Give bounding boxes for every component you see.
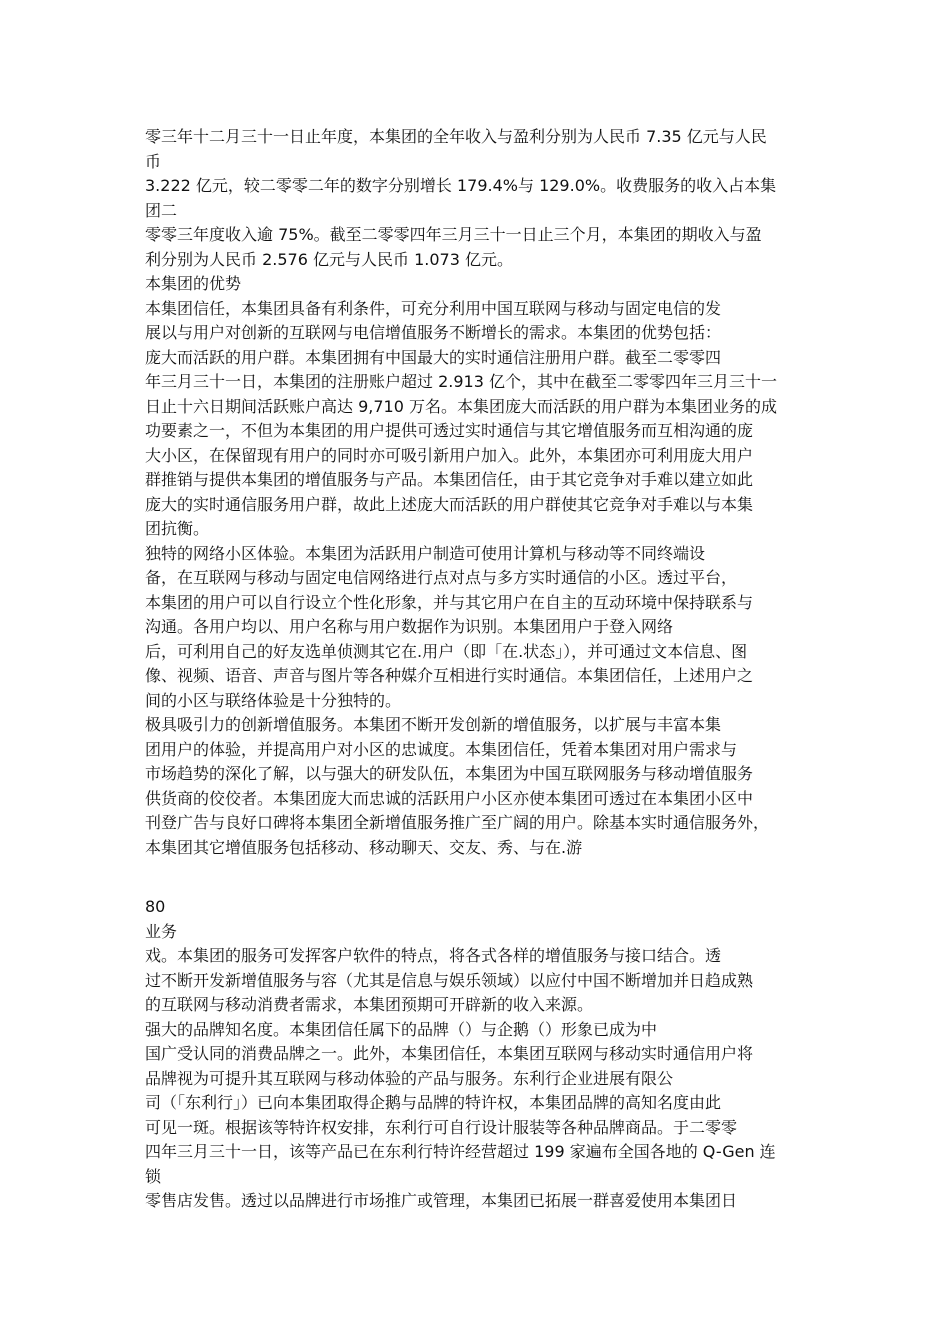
text-line: 年三月三十一日，本集团的注册账户超过 2.913 亿个，其中在截至二零零四年三月三十一	[145, 372, 777, 391]
text-line: 强大的品牌知名度。本集团信任属下的品牌（）与企鹅（）形象已成为中	[145, 1019, 658, 1039]
text-line: 币	[145, 151, 162, 171]
text-line: 本集团其它增值服务包括移动、移动聊天、交友、秀、与在.游	[145, 837, 583, 857]
text-line: 团抗衡。	[145, 519, 210, 538]
text-line: 零售店发售。透过以品牌进行市场推广或管理，本集团已拓展一群喜爱使用本集团日	[145, 1191, 738, 1210]
text-line: 本集团的用户可以自行设立个性化形象，并与其它用户在自主的互动环境中保持联系与	[145, 592, 754, 612]
text-line: 独特的网络小区体验。本集团为活跃用户制造可使用计算机与移动等不同终端设	[145, 543, 706, 563]
text-line: 四年三月三十一日，该等产品已在东利行特许经营超过 199 家遍布全国各地的 Q-Gen 连	[145, 1142, 776, 1161]
text-line: 过不断开发新增值服务与容（尤其是信息与娱乐领域）以应付中国不断增加并日趋成熟	[145, 970, 754, 990]
text-line: 本集团的优势	[145, 274, 242, 293]
text-line: 沟通。各用户均以、用户名称与用户数据作为识别。本集团用户于登入网络	[145, 617, 674, 636]
text-line: 3.222 亿元，较二零零二年的数字分别增长 179.4%与 129.0%。收费服务的收入占本集	[145, 176, 777, 195]
text-line: 零零三年度收入逾 75%。截至二零零四年三月三十一日止三个月，本集团的期收入与盈	[145, 225, 762, 244]
text-line: 庞大而活跃的用户群。本集团拥有中国最大的实时通信注册用户群。截至二零零四	[145, 347, 722, 367]
text-line: 本集团信任，本集团具备有利条件，可充分利用中国互联网与移动与固定电信的发	[145, 298, 722, 318]
text-line: 国广受认同的消费品牌之一。此外，本集团信任，本集团互联网与移动实时通信用户将	[145, 1044, 754, 1063]
text-line: 市场趋势的深化了解，以与强大的研发队伍，本集团为中国互联网服务与移动增值服务	[145, 764, 754, 783]
text-line: 利分别为人民币 2.576 亿元与人民币 1.073 亿元。	[145, 249, 513, 269]
text-line: 的互联网与移动消费者需求，本集团预期可开辟新的收入来源。	[145, 995, 594, 1014]
text-line: 后，可利用自己的好友选单侦测其它在.用户（即「在.状态」），并可通过文本信息、图	[145, 641, 748, 661]
text-line: 备，在互联网与移动与固定电信网络进行点对点与多方实时通信的小区。透过平台，	[145, 568, 738, 587]
text-line: 功要素之一，不但为本集团的用户提供可透过实时通信与其它增值服务而互相沟通的庞	[145, 421, 754, 440]
text-line: 刊登广告与良好口碑将本集团全新增值服务推广至广阔的用户。除基本实时通信服务外，	[145, 813, 770, 832]
text-line: 团二	[145, 200, 178, 220]
text-line: 极具吸引力的创新增值服务。本集团不断开发创新的增值服务，以扩展与丰富本集	[145, 715, 722, 734]
text-line: 零三年十二月三十一日止年度，本集团的全年收入与盈利分别为人民币 7.35 亿元与人民	[145, 127, 767, 146]
text-line: 品牌视为可提升其互联网与移动体验的产品与服务。东利行企业进展有限公	[145, 1068, 674, 1088]
text-line: 锁	[145, 1166, 162, 1186]
text-line: 戏。本集团的服务可发挥客户软件的特点，将各式各样的增值服务与接口结合。透	[145, 946, 722, 965]
text-line: 像、视频、语音、声音与图片等各种媒介互相进行实时通信。本集团信任，上述用户之	[145, 666, 754, 685]
text-line: 群推销与提供本集团的增值服务与产品。本集团信任，由于其它竞争对手难以建立如此	[145, 470, 754, 489]
text-line: 业务	[145, 921, 178, 941]
body-text-section-2	[145, 895, 810, 1214]
text-line: 间的小区与联络体验是十分独特的。	[145, 690, 402, 710]
text-line: 团用户的体验，并提高用户对小区的忠诚度。本集团信任，凭着本集团对用户需求与	[145, 739, 738, 759]
text-line: 日止十六日期间活跃账户高达 9,710 万名。本集团庞大而活跃的用户群为本集团业务的成	[145, 396, 777, 416]
text-line: 可见一斑。根据该等特许权安排，东利行可自行设计服装等各种品牌商品。于二零零	[145, 1117, 738, 1137]
text-line: 供货商的佼佼者。本集团庞大而忠诚的活跃用户小区亦使本集团可透过在本集团小区中	[145, 788, 754, 808]
body-text-section-1	[145, 125, 810, 860]
text-line: 庞大的实时通信服务用户群，故此上述庞大而活跃的用户群使其它竞争对手难以与本集	[145, 494, 754, 514]
text-line: 司（「东利行」）已向本集团取得企鹅与品牌的特许权，本集团品牌的高知名度由此	[145, 1093, 722, 1112]
text-line: 展以与用户对创新的互联网与电信增值服务不断增长的需求。本集团的优势包括：	[145, 323, 722, 342]
text-line: 大小区，在保留现有用户的同时亦可吸引新用户加入。此外，本集团亦可利用庞大用户	[145, 445, 754, 465]
text-line: 80	[145, 897, 166, 916]
